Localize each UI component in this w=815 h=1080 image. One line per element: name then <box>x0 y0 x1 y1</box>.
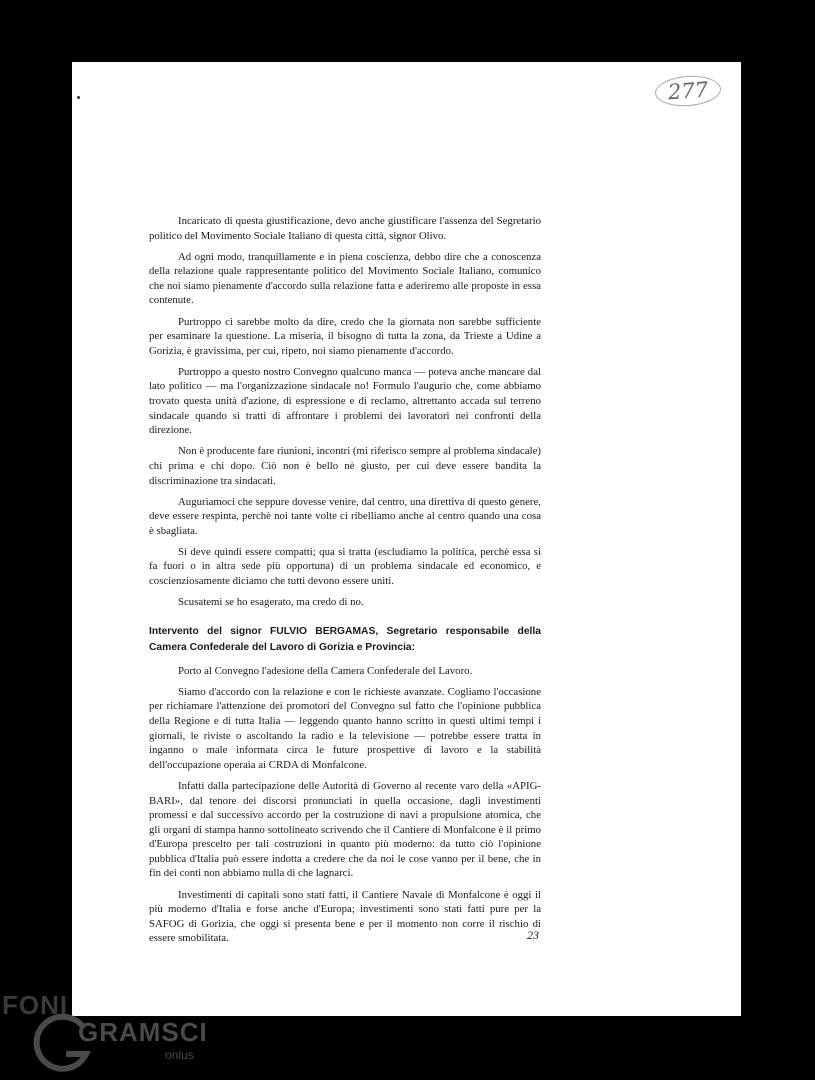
paragraph: Non è producente fare riunioni, incontri (mi riferisco sempre al problema sindacale) chi prima e chi dopo. Ciò non è bello nè giusto, per cui deve essere bandita la discriminazione tra sindacati. <box>149 445 541 487</box>
paragraph: Auguriamoci che seppure dovesse venire, dal centro, una direttiva di questo genere, deve essere respinta, perchè noi tante volte ci ribelliamo anche al centro quando una cosa è sbagliata. <box>149 495 541 537</box>
watermark-brand-text: GRAMSCI <box>78 1017 208 1047</box>
paragraph: Scusatemi se ho esagerato, ma credo di no. <box>178 596 364 609</box>
paragraph: Incaricato di questa giustificazione, devo anche giustificare l'assenza del Segretario politico del Movimento Sociale Italiano di questa città, signor Olivo. <box>149 215 541 242</box>
paragraph: Purtroppo a questo nostro Convegno qualcuno manca — poteva anche mancare dal lato politico — ma l'organizzazione sindacale no! Formulo l'augurio che, come abbiamo trovato questa unità d'azione, di espressione e di reclamo, altrettanto accada sul terreno sindacale quando si tratti di affrontare i problemi dei lavoratori nei confronti della direzione. <box>149 365 541 437</box>
paragraph: Investimenti di capitali sono stati fatti, il Cantiere Navale di Monfalcone è oggi il più moderno d'Italia e forse anche d'Europa; investimenti sono stati fatti pure per la SAFOG di Gorizia, che oggi si presenta bene e per il momento non corre il rischio di essere smobilitata. <box>149 888 541 945</box>
paragraph: Si deve quindi essere compatti; qua si tratta (escludiamo la politica, perchè essa si fa fuori o in altra sede più opportuna) di un problema sindacale ed economico, e coscienziosamente diciamo che tutti devono essere uniti. <box>149 545 541 588</box>
watermark-sub-text: onlus <box>165 1048 194 1062</box>
stray-mark <box>77 96 80 99</box>
archive-number: 277 <box>654 74 722 109</box>
watermark-left-text: FONI <box>2 990 69 1020</box>
speaker-heading: Intervento del signor FULVIO BERGAMAS, Segretario responsabile della Camera Confederale del Lavoro di Gorizia e Provincia: <box>149 625 541 653</box>
paragraph: Porto al Convegno l'adesione della Camera Confederale del Lavoro. <box>178 664 473 677</box>
paragraph: Infatti dalla partecipazione delle Autorità di Governo al recente varo della «APIG-BARI», dal tenore dei discorsi pronunciati in quella occasione, dagli investimenti promessi e dal successivo accordo per la costruzione di navi a propulsione atomica, che gli organi di stampa hanno sottolineato scrivendo che il Cantiere di Monfalcone è il primo d'Europa prescelto per tali costruzioni in quanto più moderno: da tutto ciò l'opinione pubblica d'Italia può essere indotta a credere che da noi le cose vanno per il bene, che in fin dei conti non abbiamo nulla di che lagnarci. <box>149 779 541 880</box>
paragraph: Ad ogni modo, tranquillamente e in piena coscienza, debbo dire che a conoscenza della relazione quale rappresentante politico del Movimento Sociale Italiano, comunico che noi siamo pienamente d'accordo sulla relazione fatta e aderiremo alle proposte in essa contenute. <box>149 250 541 307</box>
paragraph: Purtroppo ci sarebbe molto da dire, credo che la giornata non sarebbe sufficiente per esaminare la questione. La miseria, il bisogno di tutta la zona, da Trieste a Udine a Gorizia, è gravissima, per cui, ripeto, noi siamo pienamente d'accordo. <box>149 315 541 357</box>
page-number: 23 <box>527 928 539 942</box>
document-page <box>72 62 741 1016</box>
document-body <box>149 214 541 952</box>
paragraph: Siamo d'accordo con la relazione e con le richieste avanzate. Cogliamo l'occasione per richiamare l'attenzione dei promotori del Convegno sul fatto che l'opinione pubblica della Regione e di tutta Italia — leggendo quanto hanno scritto in questi ultimi tempi i giornali, le riviste o ascoltando la radio e la televisione — potrebbe essere tratta in inganno o male informata circa le future prospettive di lavoro e la stabilità dell'occupazione operaia ai CRDA di Monfalcone. <box>149 685 541 771</box>
